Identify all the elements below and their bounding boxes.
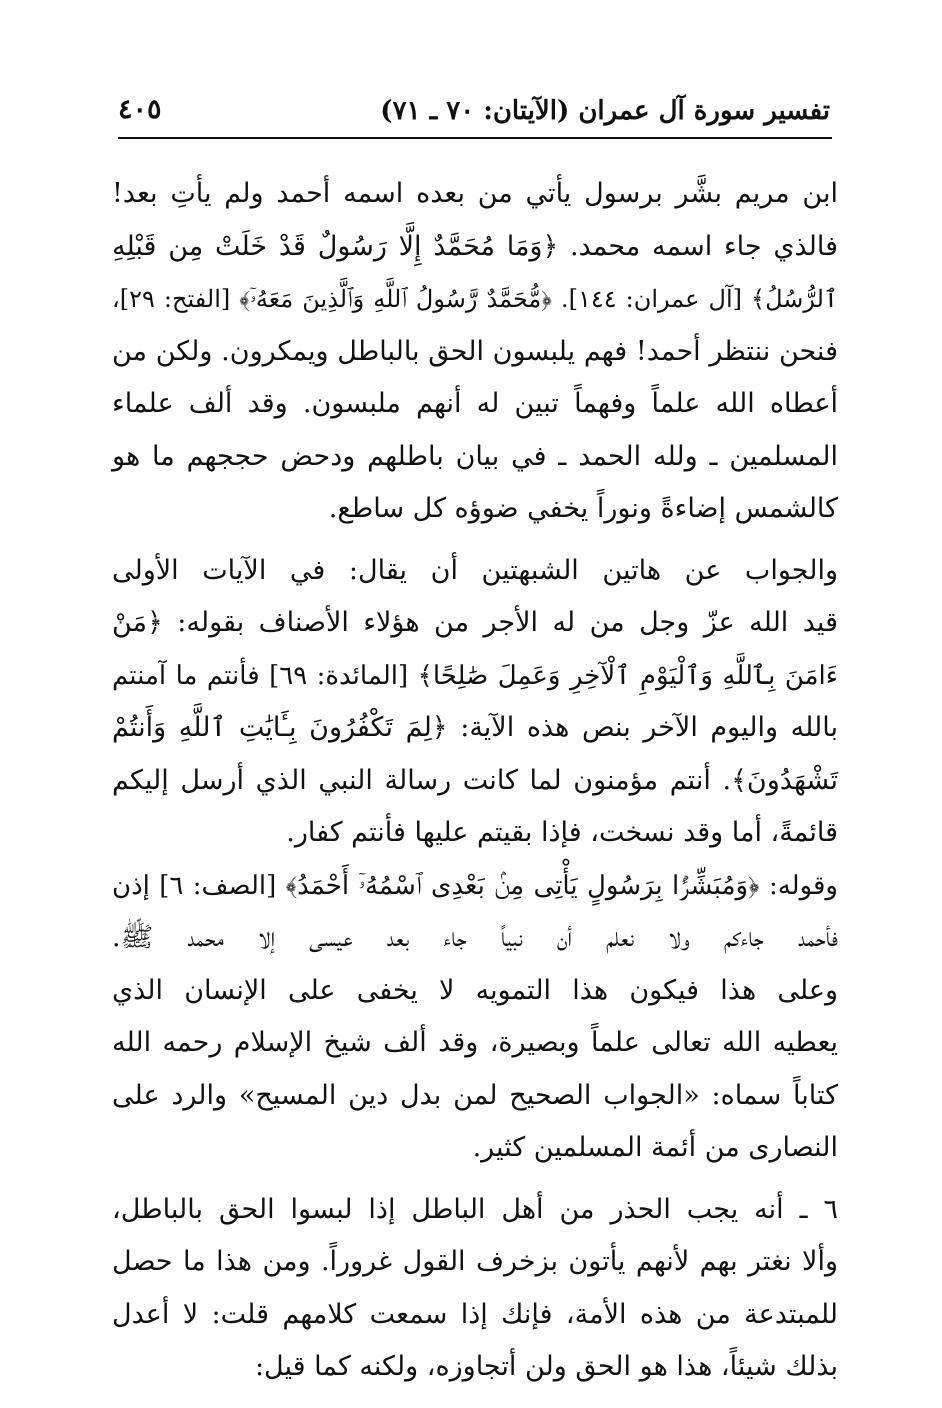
paragraph-gap [112, 536, 838, 545]
paragraph-gap [112, 1175, 838, 1184]
body-text [112, 168, 838, 1394]
text-line: أعطاه الله علماً وفهماً تبين له أنهم ملبسون. وقد ألف علماء [112, 388, 838, 419]
text-line: والجواب عن هاتين الشبهتين أن يقال: في الآيات الأولى [112, 554, 838, 586]
running-head [118, 92, 830, 136]
text-line: قائمةً، أما وقد نسخت، فإذا بقيتم عليها فأنتم كفار. [286, 817, 838, 848]
text-line: المسلمين ـ ولله الحمد ـ في بيان باطلهم ودحض حججهم ما هو [112, 440, 838, 472]
text-line: ابن مريم بشَّر برسول يأتي من بعده اسمه أحمد ولم يأتِ بعد! [112, 178, 838, 209]
running-title: تفسير سورة آل عمران (الآيتان: ٧٠ ـ ٧١) [380, 96, 830, 126]
text-line: فالذي جاء اسمه محمد. ﴿وَمَا مُحَمَّدٌ إِلَّا رَسُولٌ قَدْ خَلَتْ مِن قَبْلِهِ [112, 230, 838, 262]
text-line: النصارى من أئمة المسلمين كثير. [472, 1132, 838, 1163]
paragraph-1 [112, 168, 838, 536]
text-line: فنحن ننتظر أحمد! فهم يلبسون الحق بالباطل ويمكرون. ولكن من [112, 335, 838, 367]
paragraph-4 [112, 1184, 838, 1394]
text-line: بذلك شيئاً، هذا هو الحق ولن أتجاوزه، ولكنه كما قيل: [254, 1351, 838, 1382]
text-line: ٦ ـ أنه يجب الحذر من أهل الباطل إذا لبسوا الحق بالباطل، [112, 1193, 838, 1225]
text-line: للمبتدعة من هذه الأمة، فإنك إذا سمعت كلامهم قلت: لا أعدل [112, 1298, 838, 1330]
text-line: كتاباً سماه: «الجواب الصحيح لمن بدل دين المسيح» والرد على [112, 1079, 838, 1111]
text-line: يعطيه الله تعالى علماً وبصيرة، وقد ألف شيخ الإسلام رحمه الله [112, 1027, 838, 1058]
text-line: ٱلرُّسُلُ﴾ [آل عمران: ١٤٤]. ﴿مُّحَمَّدٌ رَّسُولُ ٱللَّهِ وَٱلَّذِينَ مَعَهُۥٓ﴾ [الفتح: ٢٩]، [112, 285, 838, 313]
text-line: وعلى هذا فيكون هذا التمويه لا يخفى على الإنسان الذي [112, 974, 838, 1006]
text-line: ءَامَنَ بِٱللَّهِ وَٱلْيَوْمِ ٱلْآخِرِ وَعَمِلَ صَٰلِحًا﴾ [المائدة: ٦٩] فأنتم ما آمنتم [112, 660, 838, 691]
text-line: وقوله: ﴿وَمُبَشِّرًۢا بِرَسُولٍ يَأْتِى مِنۢ بَعْدِى ٱسْمُهُۥٓ أَحْمَدُ﴾ [الصف: ٦] إذن [112, 870, 838, 901]
paragraph-3 [112, 860, 838, 1175]
text-line: وألا نغتر بهم لأنهم يأتون بزخرف القول غروراً. ومن هذا ما حصل [112, 1246, 838, 1277]
text-line: كالشمس إضاءةً ونوراً يخفي ضوؤه كل ساطع. [328, 493, 838, 524]
text-line: قيد الله عزّ وجل من له الأجر من هؤلاء الأصناف بقوله: ﴿مَنْ [112, 607, 838, 638]
text-line: تَشْهَدُونَ﴾. أنتم مؤمنون لما كانت رسالة النبي الذي أرسل إليكم [112, 764, 838, 796]
text-line: فأحمد جاءكم ولا نعلم أن نبياً جاء بعد عيسى إلا محمد ﷺ. [112, 922, 838, 953]
paragraph-2 [112, 545, 838, 860]
header-rule [118, 137, 832, 139]
text-line: بالله واليوم الآخر بنص هذه الآية: ﴿لِمَ تَكْفُرُونَ بِـَٔايَٰتِ ٱللَّهِ وَأَنتُمْ [112, 712, 838, 743]
page-number: ٤٠٥ [118, 94, 162, 125]
